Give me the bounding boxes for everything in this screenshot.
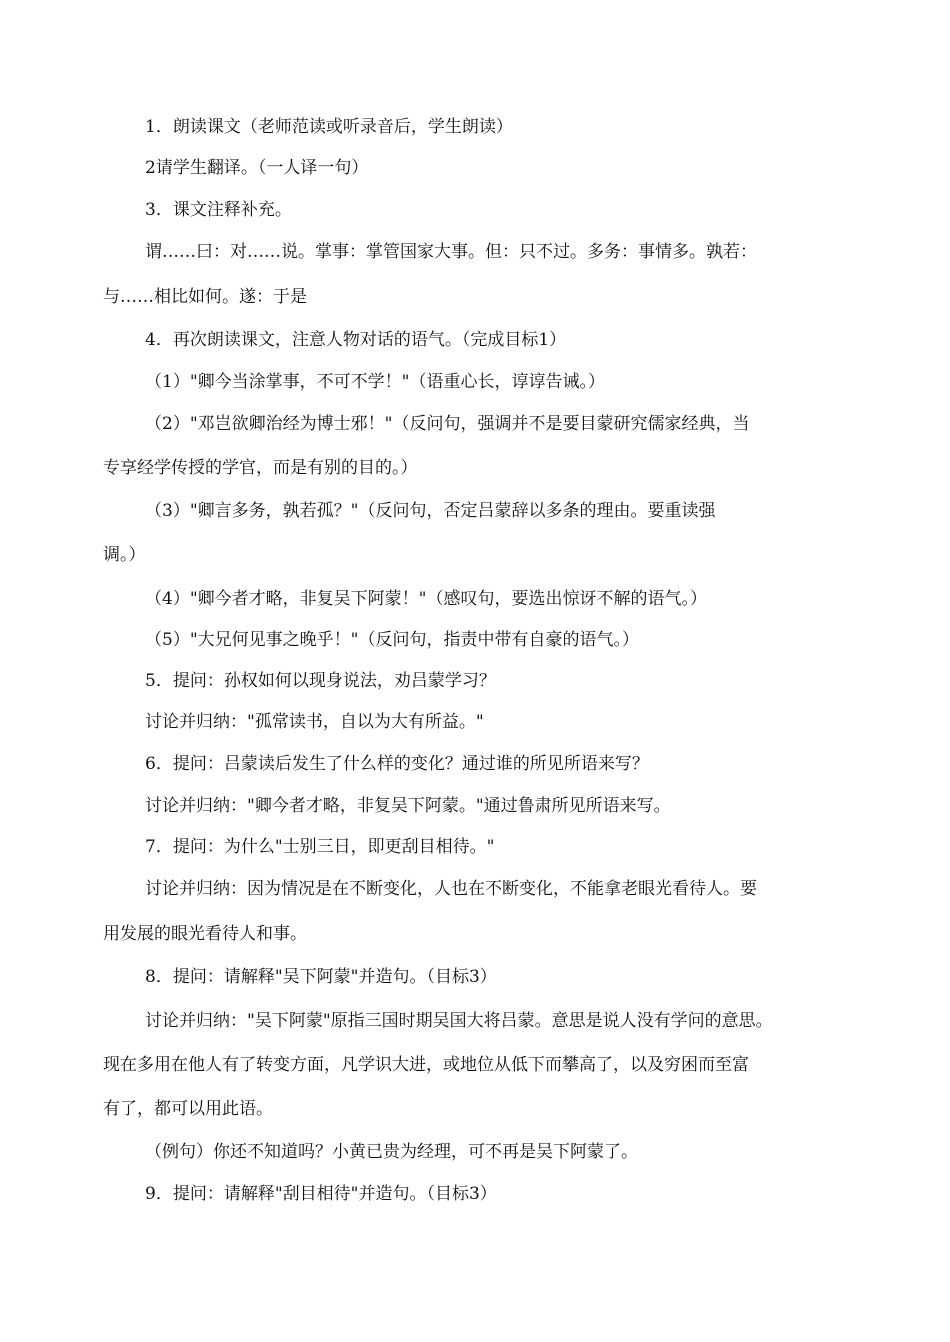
text-line: 讨论并归纳：因为情况是在不断变化，人也在不断变化，不能拿老眼光看待人。要 — [145, 879, 757, 899]
text-line: 2请学生翻译。（一人译一句） — [145, 158, 369, 178]
text-line: 8．提问：请解释"吴下阿蒙"并造句。（目标3） — [145, 967, 497, 987]
text-line: 1．朗读课文（老师范读或听录音后，学生朗读） — [145, 117, 513, 137]
text-line: （5）"大兄何见事之晚乎！"（反问句，指责中带有自豪的语气。） — [145, 630, 639, 650]
text-line: 7．提问：为什么"士别三日，即更刮目相待。" — [145, 837, 495, 857]
text-line: 讨论并归纳："孤常读书，自以为大有所益。" — [145, 712, 484, 732]
text-line: 与……相比如何。遂：于是 — [103, 287, 307, 307]
text-line: 有了，都可以用此语。 — [103, 1099, 273, 1119]
text-line: 9．提问：请解释"刮目相待"并造句。（目标3） — [145, 1184, 497, 1204]
text-line: 用发展的眼光看待人和事。 — [103, 924, 307, 944]
text-line: 4．再次朗读课文，注意人物对话的语气。（完成目标1） — [145, 330, 567, 350]
text-line: 谓……曰：对……说。掌事：掌管国家大事。但：只不过。多务：事情多。孰若： — [145, 242, 757, 262]
text-line: （4）"卿今者才略，非复吴下阿蒙！"（感叹句，要选出惊讶不解的语气。） — [145, 589, 707, 609]
text-line: （1）"卿今当涂掌事，不可不学！"（语重心长，谆谆告诫。） — [145, 372, 605, 392]
text-line: 调。） — [103, 545, 146, 565]
text-line: 3．课文注释补充。 — [145, 200, 292, 220]
text-line: 专享经学传授的学官，而是有别的目的。） — [103, 458, 418, 478]
text-line: 5．提问：孙权如何以现身说法，劝吕蒙学习？ — [145, 671, 496, 691]
text-line: 讨论并归纳："吴下阿蒙"原指三国时期吴国大将吕蒙。意思是说人没有学问的意思。 — [145, 1011, 773, 1031]
text-line: 6．提问：吕蒙读后发生了什么样的变化？通过谁的所见所语来写？ — [145, 754, 649, 774]
text-line: 现在多用在他人有了转变方面，凡学识大进，或地位从低下而攀高了，以及穷困而至富 — [103, 1055, 749, 1075]
text-line: （3）"卿言多务，孰若孤？"（反问句，否定吕蒙辞以多条的理由。要重读强 — [145, 501, 716, 521]
text-line: 讨论并归纳："卿今者才略，非复吴下阿蒙。"通过鲁肃所见所语来写。 — [145, 796, 671, 816]
text-line: （2）"邓岂欲卿治经为博士邪！"（反问句，强调并不是要目蒙研究儒家经典，当 — [145, 414, 750, 434]
text-line: （例句）你还不知道吗？小黄已贵为经理，可不再是吴下阿蒙了。 — [145, 1142, 638, 1162]
